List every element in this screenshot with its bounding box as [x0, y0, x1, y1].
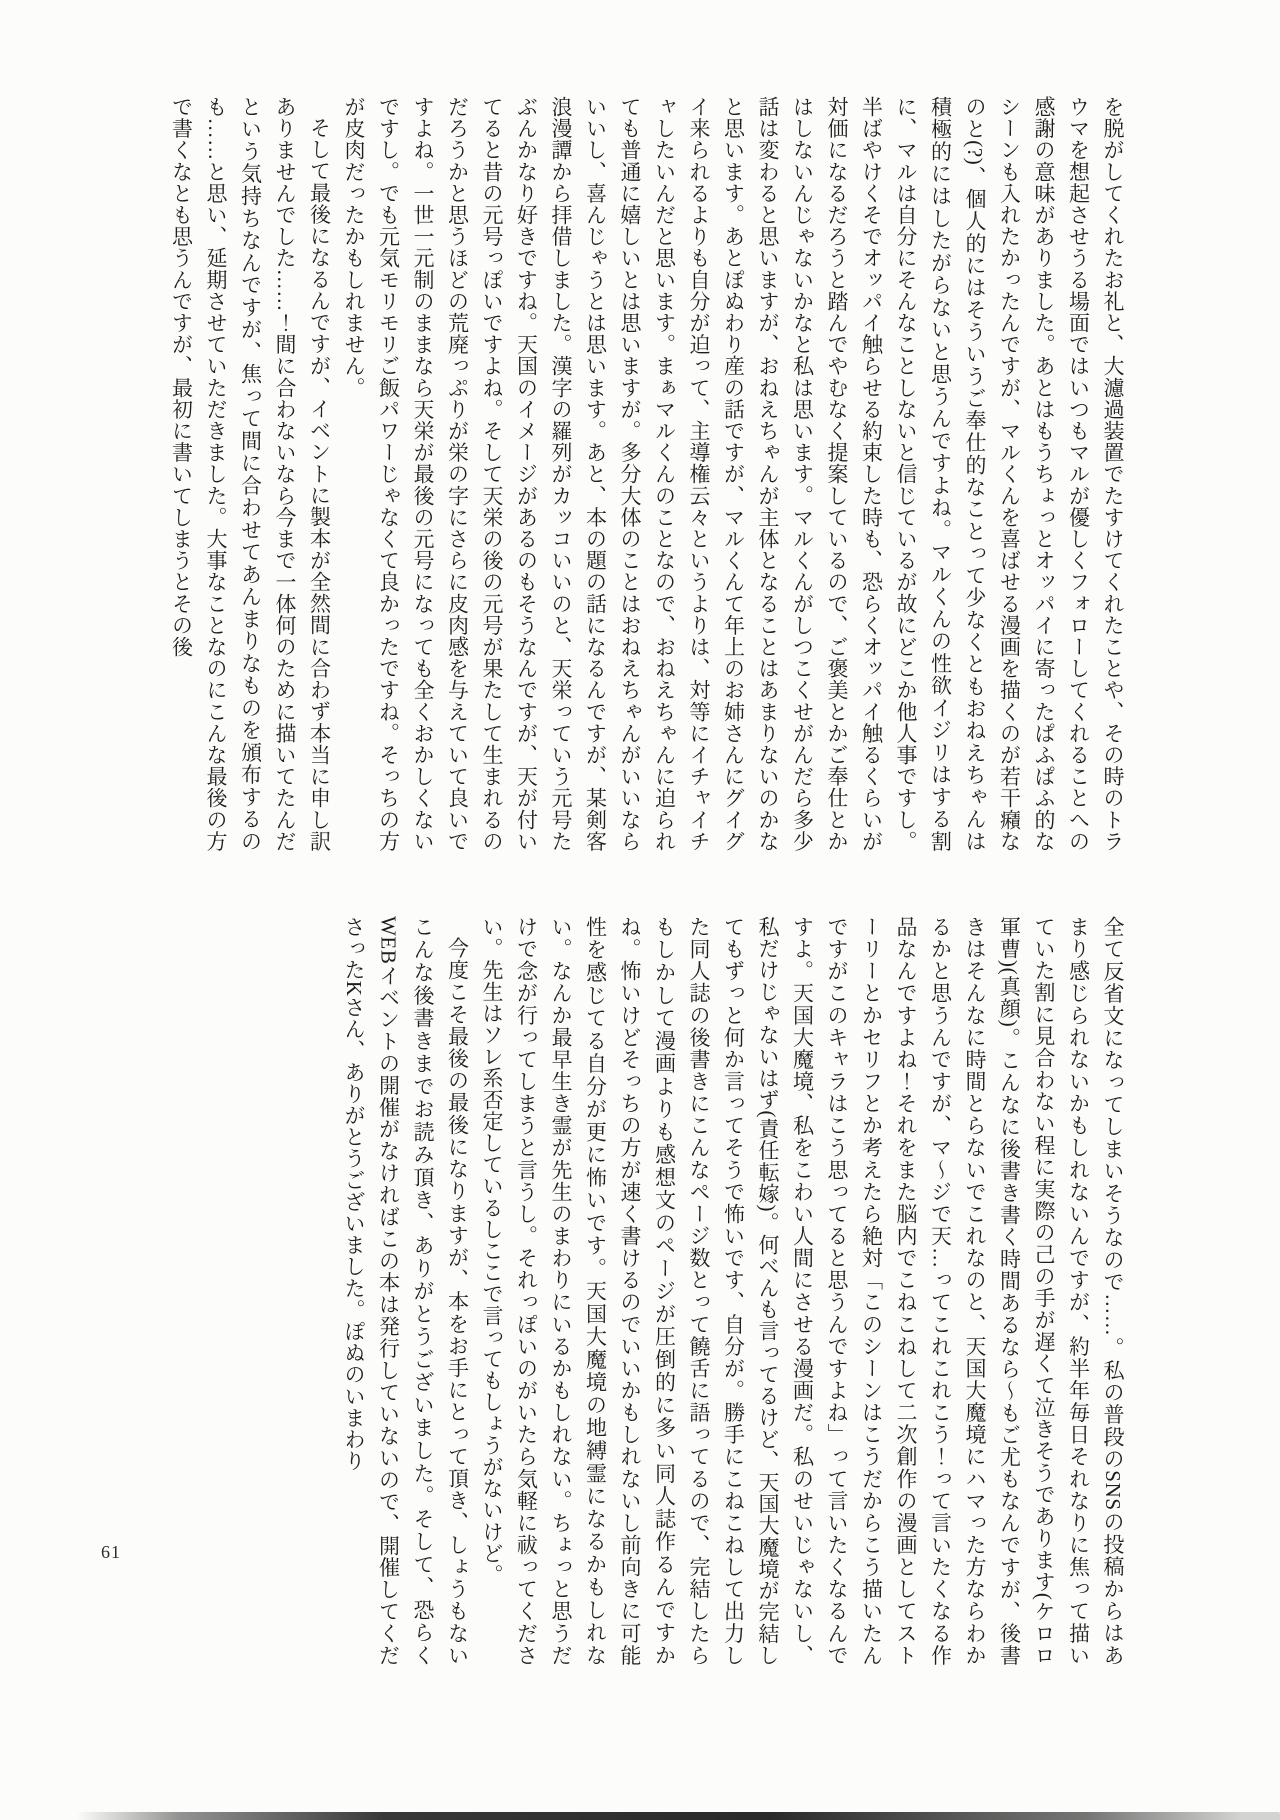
- afterword-paragraph-1: を脱がしてくれたお礼と、大濾過装置でたすけてくれたことや、その時のトラウマを想起させうる場面ではいつもマルが優しくフォローしてくれることへの感謝の意味がありました。あとはもうちょっとオッパイに寄ったぱふぱふ的なシーンも入れたかったんですが、マルくんを喜ばせる漫画を描くのが若干癪なのと(?)、個人的にはそういうご奉仕的なことって少なくともおねえちゃんは積極的にはしたがらないと思うんですよね。マルくんの性欲イジリはする割に、マルは自分にそんなことしないと信じているが故にどこか他人事ですし。半ばやけくそでオッパイ触らせる約束した時も、恐らくオッパイ触るくらいが対価になるだろうと踏んでやむなく提案しているので、ご褒美とかご奉仕とかはしないんじゃないかなと私は思います。マルくんがしつこくせがんだら多少話は変わると思いますが、おねえちゃんが主体となることはあまりないのかなと思います。あとぽぬわり産の話ですが、マルくんて年上のお姉さんにグイグイ来られるよりも自分が迫って、主導権云々というよりは、対等にイチャイチャしたいんだと思います。まぁマルくんのことなので、おねえちゃんに迫られても普通に嬉しいとは思いますが。多分大体のことはおねえちゃんがいいならいいし、喜んじゃうとは思います。あと、本の題の話になるんですが、某剣客浪漫譚から拝借しました。漢字の羅列がカッコいいのと、天栄っていう元号たぶんかなり好きですね。天国のイメージがあるのもそうなんですが、天が付いてると昔の元号っぽいですよね。そして天栄の後の元号が果たして生まれるのだろうかと思うほどの荒廃っぷりが栄の字にさらに皮肉感を与えていて良いですよね。一世一元制のままなら天栄が最後の元号になっても全くおかしくないですし。でも元気モリモリご飯パワーじゃなくて良かったですね。そっちの方が皮肉だったかもしれません。: [342, 96, 1125, 852]
- afterword-upper-text-block: [164, 96, 1130, 852]
- scan-artifact-bottom-edge: [0, 1812, 1280, 1820]
- afterword-paragraph-2: そして最後になるんですが、イベントに製本が全然間に合わず本当に申し訳ありませんでした……！間に合わないなら今まで一体何のために描いてたんだという気持ちなんですが、焦って間に合わせてあんまりなものを頒布するのも……と思い、延期させていただきました。大事なことなのにこんな最後の方で書くなとも思うんですが、最初に書いてしまうとその後: [169, 96, 332, 852]
- page-number: 61: [101, 1542, 121, 1562]
- afterword-lower-text-block: [337, 916, 1131, 1666]
- afterword-paragraph-3: 全て反省文になってしまいそうなので……。私の普段のSNSの投稿からはあまり感じられないかもしれないんですが、約半年毎日それなりに焦って描いていた割に見合わない程に実際の己の手が遅くて泣きそうであります(ケロロ軍曹)(真顔)。こんなに後書き書く時間あるなら〜もご尤もなんですが、後書きはそんなに時間とらないでこれなのと、天国大魔境にハマった方ならわかるかと思うんですが、マ〜ジで天…ってこれこれこう！って言いたくなる作品なんですよね！それをまた脳内でこねこねして二次創作の漫画としてストーリーとかセリフとか考えたら絶対「このシーンはこうだからこう描いたんですがこのキャラはこう思ってると思うんですよね」って言いたくなるんですよ。天国大魔境、私をこわい人間にさせる漫画だ。私のせいじゃないし、私だけじゃないはず(責任転嫁)。何べんも言ってるけど、天国大魔境が完結してもずっと何か言ってそうで怖いです、自分が。勝手にこねこねして出力した同人誌の後書きにこんなページ数とって饒舌に語ってるので、完結したらもしかして漫画よりも感想文のページが圧倒的に多い同人誌作るんですかね。怖いけどそっちの方が速く書けるのでいいかもしれないし前向きに可能性を感じてる自分が更に怖いです。天国大魔境の地縛霊になるかもしれない。なんか最早生き霊が先生のまわりにいるかもしれない。ちょっと思うだけで念が行ってしまうと言うし。それっぽいのがいたら気軽に祓ってください。先生はソレ系否定しているしここで言ってもしょうがないけど。: [480, 916, 1125, 1666]
- afterword-paragraph-4: 今度こそ最後の最後になりますが、本をお手にとって頂き、しょうもないこんな後書きまでお読み頂き、ありがとうございました。そして、恐らくWEBイベントの開催がなければこの本は発行していないので、開催してくださったKさん、ありがとうございました。ぽぬのいまわり: [342, 916, 470, 1666]
